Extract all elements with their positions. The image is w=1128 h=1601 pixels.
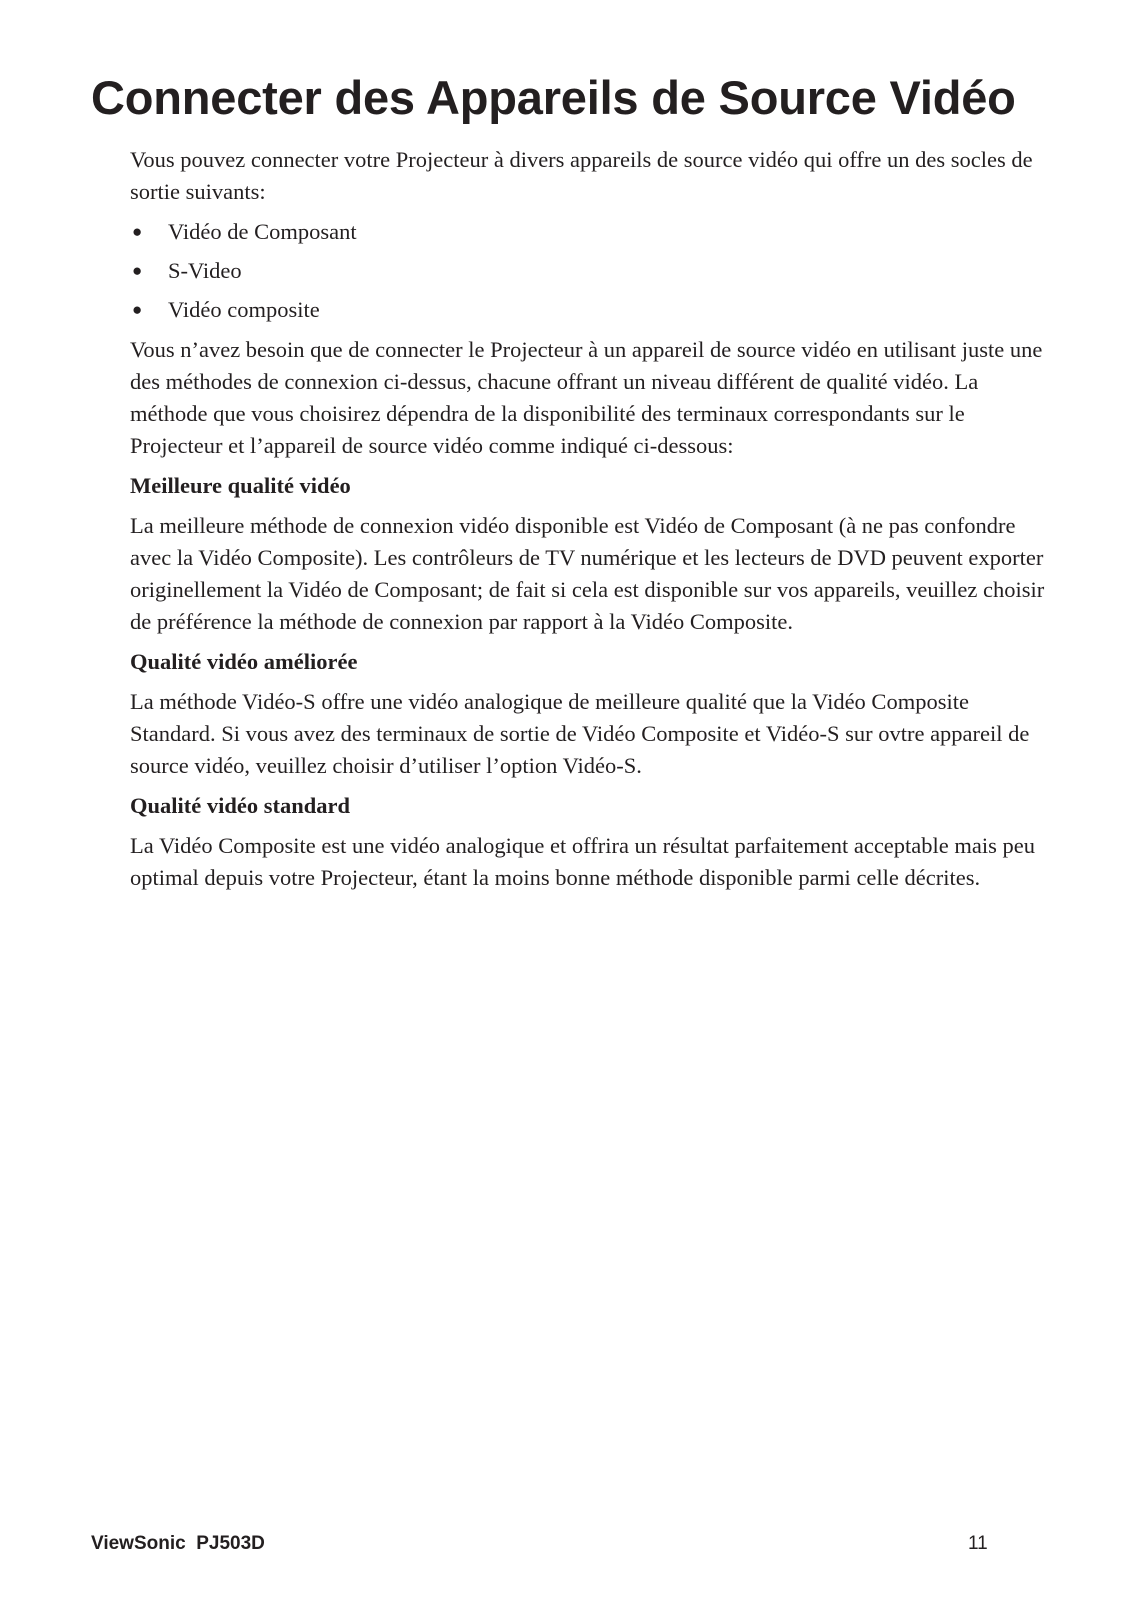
section-text-improved-quality: La méthode Vidéo-S offre une vidéo analogique de meilleure qualité que la Vidéo Composite Standard. Si vous avez des terminaux de sortie de Vidéo Composite et Vidéo-S sur ovtre appareil de source vidéo, veuillez choisir d’utiliser l’option Vidéo-S. bbox=[130, 689, 1030, 778]
bullet-icon: ● bbox=[132, 300, 143, 319]
bullet-icon: ● bbox=[132, 222, 143, 241]
section-heading-improved-quality: Qualité vidéo améliorée bbox=[130, 649, 358, 674]
connection-methods-paragraph: Vous n’avez besoin que de connecter le Projecteur à un appareil de source vidéo en utilisant juste une des méthodes de connexion ci-dessus, chacune offrant un niveau différent de qualité vidéo. La méthode que vous choisirez dépendra de la disponibilité des terminaux correspondants sur le Projecteur et l’appareil de source vidéo comme indiqué ci-dessous: bbox=[130, 337, 1043, 458]
main-content bbox=[130, 144, 1055, 902]
intro-paragraph: Vous pouvez connecter votre Projecteur à divers appareils de source vidéo qui offre un des socles de sortie suivants: bbox=[130, 147, 1033, 204]
section-heading-standard-quality: Qualité vidéo standard bbox=[130, 793, 351, 818]
section-text-best-quality: La meilleure méthode de connexion vidéo disponible est Vidéo de Composant (à ne pas confondre avec la Vidéo Composite). Les contrôleurs de TV numérique et les lecteurs de DVD peuvent exporter originellement la Vidéo de Composant; de fait si cela est disponible sur vos appareils, veuillez choisir de préférence la méthode de connexion par rapport à la Vidéo Composite. bbox=[130, 513, 1045, 634]
section-text-standard-quality: La Vidéo Composite est une vidéo analogique et offrira un résultat parfaitement acceptable mais peu optimal depuis votre Projecteur, étant la moins bonne méthode disponible parmi celle décrites. bbox=[130, 833, 1035, 890]
list-item bbox=[130, 294, 1055, 326]
list-item-label: S-Video bbox=[168, 258, 242, 283]
output-socket-list bbox=[130, 216, 1055, 326]
section-heading-best-quality: Meilleure qualité vidéo bbox=[130, 473, 351, 498]
list-item bbox=[130, 255, 1055, 287]
footer-brand: ViewSonic PJ503D bbox=[91, 1533, 265, 1554]
bullet-icon: ● bbox=[132, 261, 143, 280]
list-item bbox=[130, 216, 1055, 248]
list-item-label: Vidéo de Composant bbox=[168, 219, 357, 244]
list-item-label: Vidéo composite bbox=[168, 297, 320, 322]
page-number: 11 bbox=[968, 1533, 988, 1554]
page-title: Connecter des Appareils de Source Vidéo bbox=[91, 71, 1016, 124]
